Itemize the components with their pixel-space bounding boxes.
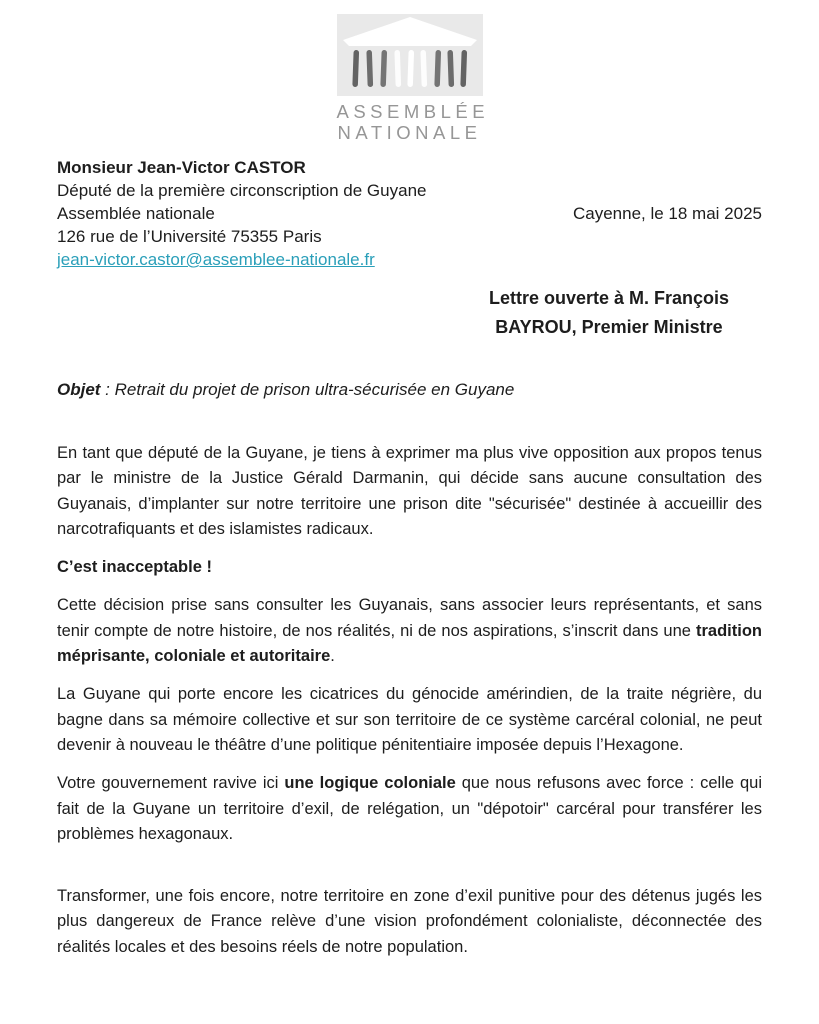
subject-label: Objet	[57, 380, 101, 399]
paragraph	[57, 884, 762, 960]
paragraph-run: .	[330, 647, 335, 666]
paragraph	[57, 771, 762, 847]
paragraph-run: Transformer, une fois encore, notre territoire en zone d’exil punitive pour des détenus jugés les plus dangereux de France relève d’une vision profondément colonialiste, déconnectée des réalités locales et des besoins réels de notre population.	[57, 887, 762, 956]
paragraph	[57, 441, 762, 542]
recipient-heading-line2: BAYROU, Premier Ministre	[495, 317, 723, 337]
paragraph-run: que nous refusons avec force : celle qui fait de la Guyane un territoire d’exil, de relégation, un "dépotoir" carcéral pour transférer les problèmes hexagonaux.	[57, 774, 763, 843]
paragraph-bold-run: C’est inacceptable !	[57, 558, 212, 577]
sender-institution: Assemblée nationale	[57, 204, 215, 223]
sender-email-link[interactable]: jean-victor.castor@assemblee-nationale.fr	[57, 250, 375, 269]
paragraph-run: Cette décision prise sans consulter les Guyanais, sans associer leurs représentants, et sans tenir compte de notre histoire, de nos réalités, ni de nos aspirations, s’inscrit dans une	[57, 596, 762, 640]
dateline: Cayenne, le 18 mai 2025	[572, 204, 762, 223]
logo-wordmark-line2: NATIONALE	[337, 122, 482, 143]
recipient-heading	[456, 284, 762, 342]
letter-content	[0, 14, 819, 960]
assemblee-nationale-logo	[336, 14, 490, 143]
sender-block	[57, 156, 762, 271]
logo-wordmark	[336, 101, 490, 143]
paragraph-run: Votre gouvernement ravive ici	[57, 774, 285, 793]
paragraph-bold-run: tradition méprisante, coloniale et autoritaire	[57, 621, 762, 666]
sender-title: Député de la première circonscription de Guyane	[57, 181, 427, 200]
paragraph-run: En tant que député de la Guyane, je tiens à exprimer ma plus vive opposition aux propos tenus par le ministre de la Justice Gérald Darmanin, qui décide sans aucune consultation des Guyanais, d’implanter sur notre territoire une prison dite "sécurisée" destinée à accueillir des narcotrafiquants et des islamistes radicaux.	[57, 444, 762, 538]
recipient-heading-line1: Lettre ouverte à M. François	[488, 288, 730, 308]
sender-address: 126 rue de l’Université 75355 Paris	[57, 227, 322, 246]
logo-wordmark-line1: ASSEMBLÉE	[336, 101, 490, 122]
paragraph	[57, 555, 762, 580]
paragraph	[57, 593, 762, 669]
paragraph-bold-run: une logique coloniale	[284, 774, 456, 793]
subject-text: : Retrait du projet de prison ultra-sécurisée en Guyane	[100, 380, 515, 399]
subject-line	[57, 378, 762, 401]
paragraph-run: La Guyane qui porte encore les cicatrices du génocide amérindien, de la traite négrière, du bagne dans sa mémoire collective et sur son territoire de ce système carcéral colonial, ne peut devenir à nouveau le théâtre d’une politique pénitentiaire imposée depuis l’Hexagone.	[57, 685, 762, 754]
sender-name: Monsieur Jean-Victor CASTOR	[57, 158, 306, 177]
letter-paragraphs	[57, 441, 762, 960]
assemblee-nationale-temple-icon	[337, 14, 483, 96]
paragraph	[57, 682, 762, 758]
